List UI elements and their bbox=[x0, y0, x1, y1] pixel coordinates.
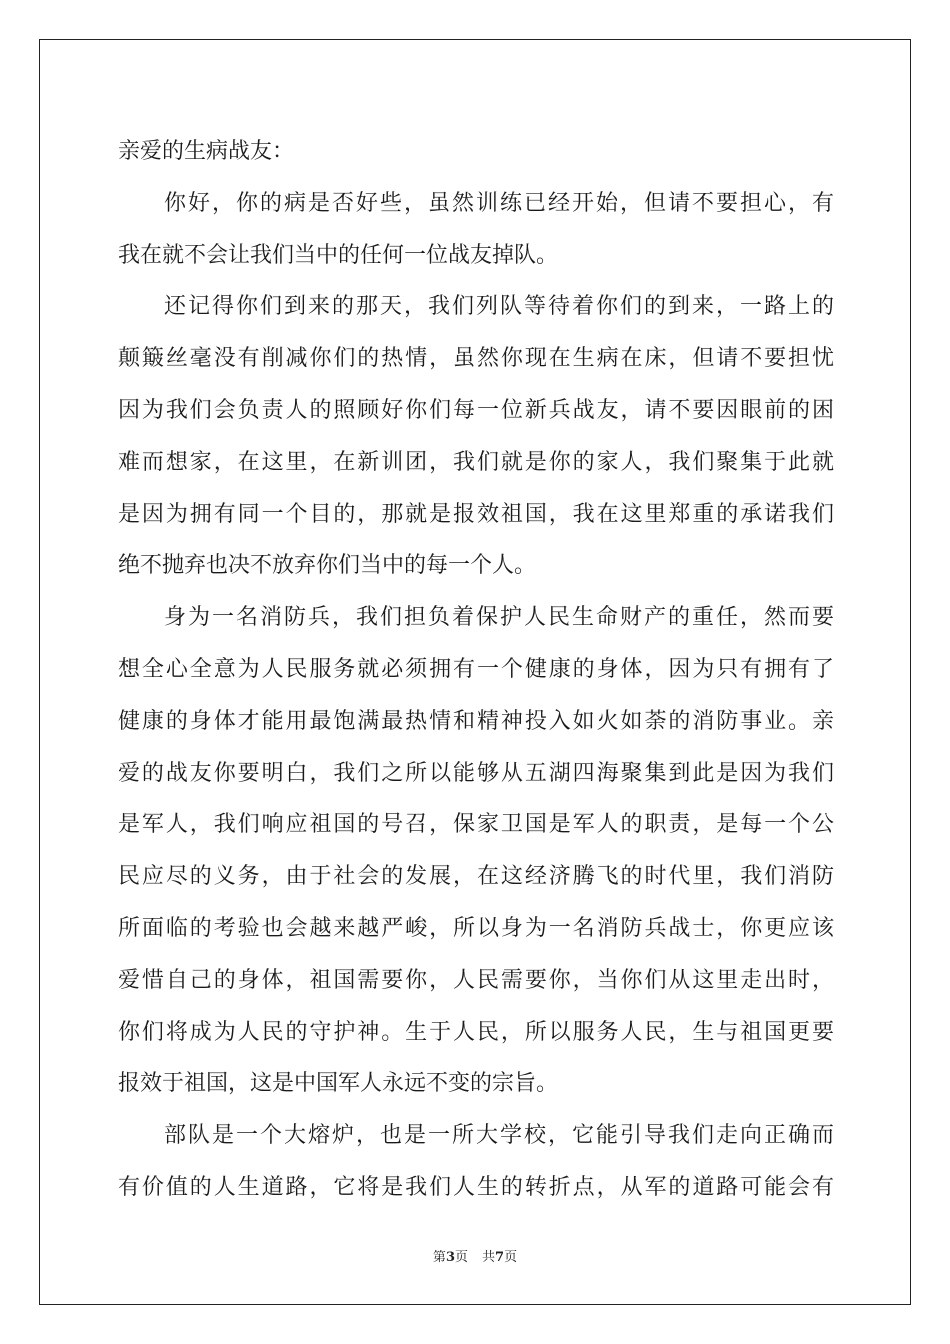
paragraph-4-line-1: 部队是一个大熔炉，也是一所大学校，它能引导我们走向正确而 bbox=[164, 1123, 834, 1149]
page-prefix: 第 bbox=[432, 1250, 446, 1265]
paragraph-2-line-1: 还记得你们到来的那天，我们列队等待着你们的到来，一路上的 bbox=[164, 294, 834, 320]
total-pages: 7 bbox=[495, 1250, 505, 1265]
paragraph-3-line-5: 是军人，我们响应祖国的号召，保家卫国是军人的职责，是每一个公 bbox=[118, 812, 834, 838]
paragraph-2-line-2: 颠簸丝毫没有削减你们的热情，虽然你现在生病在床，但请不要担忧 bbox=[118, 346, 834, 372]
paragraph-2-line-5: 是因为拥有同一个目的，那就是报效祖国，我在这里郑重的承诺我们 bbox=[118, 501, 834, 527]
paragraph-3-line-7: 所面临的考验也会越来越严峻，所以身为一名消防兵战士，你更应该 bbox=[118, 915, 834, 941]
paragraph-3-line-6: 民应尽的义务，由于社会的发展，在这经济腾飞的时代里，我们消防 bbox=[118, 864, 834, 890]
paragraph-1-line-1: 你好，你的病是否好些，虽然训练已经开始，但请不要担心，有 bbox=[164, 190, 834, 216]
paragraph-4-line-2: 有价值的人生道路，它将是我们人生的转折点，从军的道路可能会有 bbox=[118, 1174, 834, 1200]
greeting: 亲爱的生病战友： bbox=[118, 139, 295, 164]
paragraph-3-line-10: 报效于祖国，这是中国军人永远不变的宗旨。 bbox=[118, 1071, 559, 1097]
paragraph-2-line-4: 难而想家，在这里，在新训团，我们就是你的家人，我们聚集于此就 bbox=[118, 449, 834, 475]
paragraph-1-line-2: 我在就不会让我们当中的任何一位战友掉队。 bbox=[118, 242, 559, 268]
paragraph-3-line-8: 爱惜自己的身体，祖国需要你，人民需要你，当你们从这里走出时， bbox=[118, 967, 834, 993]
paragraph-3-line-3: 健康的身体才能用最饱满最热情和精神投入如火如荼的消防事业。亲 bbox=[118, 708, 834, 734]
paragraph-3-line-2: 想全心全意为人民服务就必须拥有一个健康的身体，因为只有拥有了 bbox=[118, 656, 834, 682]
paragraph-2-line-3: 因为我们会负责人的照顾好你们每一位新兵战友，请不要因眼前的困 bbox=[118, 397, 834, 423]
total-prefix: 共 bbox=[482, 1250, 496, 1265]
paragraph-3-line-1: 身为一名消防兵，我们担负着保护人民生命财产的重任，然而要 bbox=[164, 605, 834, 631]
page-number: 3 bbox=[445, 1250, 455, 1265]
total-suffix: 页 bbox=[504, 1250, 518, 1265]
paragraph-3-line-4: 爱的战友你要明白，我们之所以能够从五湖四海聚集到此是因为我们 bbox=[118, 760, 834, 786]
letter-body bbox=[118, 126, 834, 1214]
page-footer bbox=[0, 1246, 950, 1265]
page-suffix: 页 bbox=[454, 1250, 468, 1265]
paragraph-2-line-6: 绝不抛弃也决不放弃你们当中的每一个人。 bbox=[118, 553, 537, 579]
paragraph-3-line-9: 你们将成为人民的守护神。生于人民，所以服务人民，生与祖国更要 bbox=[118, 1019, 834, 1045]
